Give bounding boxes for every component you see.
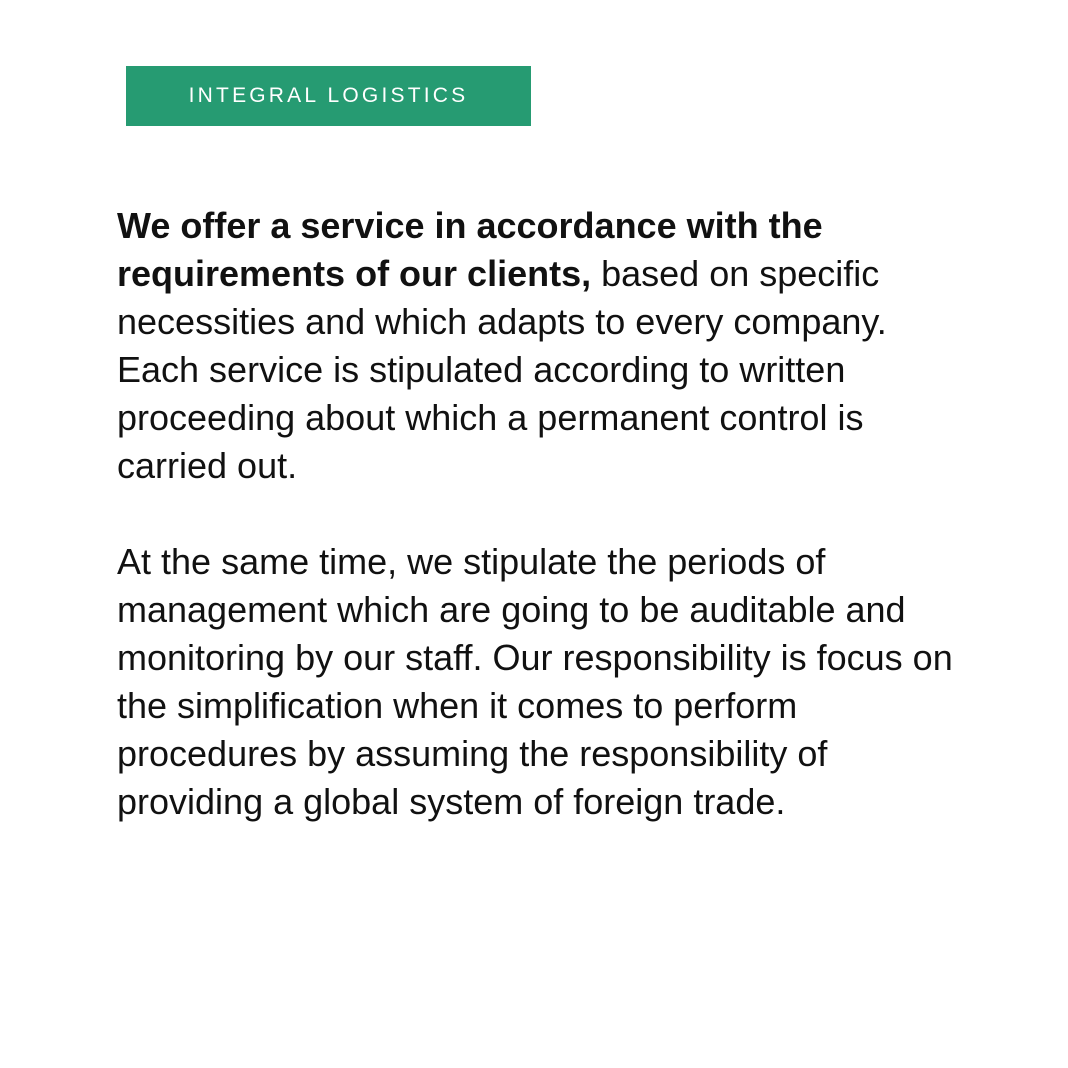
brand-tag: [126, 66, 531, 126]
paragraph-intro-rest: based on specific necessities and which adapts to every company. Each service is stipulated according to written proceeding about which a permanent control is carried out.: [117, 253, 887, 486]
paragraph-intro-lead: We offer a service in accordance with the requirements of our clients,: [117, 205, 823, 294]
paragraph-management: At the same time, we stipulate the periods of management which are going to be auditable and monitoring by our staff. Our responsibility is focus on the simplification when it comes to perform procedures by assuming the responsibility of providing a global system of foreign trade.: [117, 541, 953, 822]
paragraph-intro: [117, 202, 957, 490]
body-text: [117, 202, 957, 826]
brand-tag-label: INTEGRAL LOGISTICS: [188, 84, 469, 107]
